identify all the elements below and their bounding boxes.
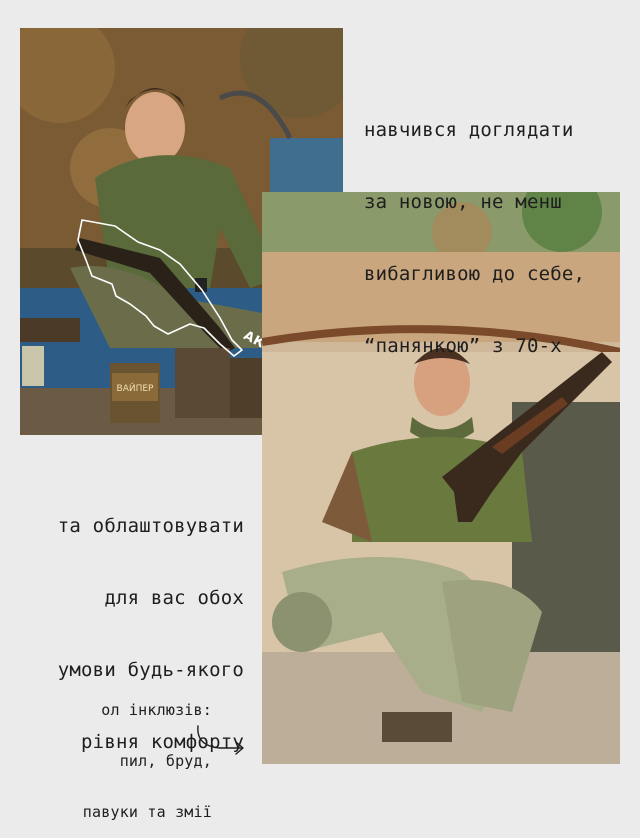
caption-top [364, 70, 585, 382]
caption-bottom-line: пил, бруд, [119, 752, 212, 770]
caption-middle-line: рівня комфорту [81, 731, 244, 753]
caption-middle-line: для вас обох [104, 587, 244, 609]
caption-bottom-line: ол інклюзів: [101, 701, 212, 719]
can-label: ВАЙПЕР [116, 384, 154, 394]
caption-middle-line: умови будь-якого [57, 659, 244, 681]
curved-arrow-icon [190, 722, 260, 762]
caption-top-line: за новою, не менш [364, 191, 562, 213]
caption-top-line: навчився доглядати [364, 119, 574, 141]
caption-top-line: “панянкою” з 70-х [364, 335, 562, 357]
caption-top-line: вибагливою до себе, [364, 263, 586, 285]
caption-middle-line: та облаштовувати [57, 515, 244, 537]
caption-bottom-line: павуки та змії [82, 803, 212, 821]
